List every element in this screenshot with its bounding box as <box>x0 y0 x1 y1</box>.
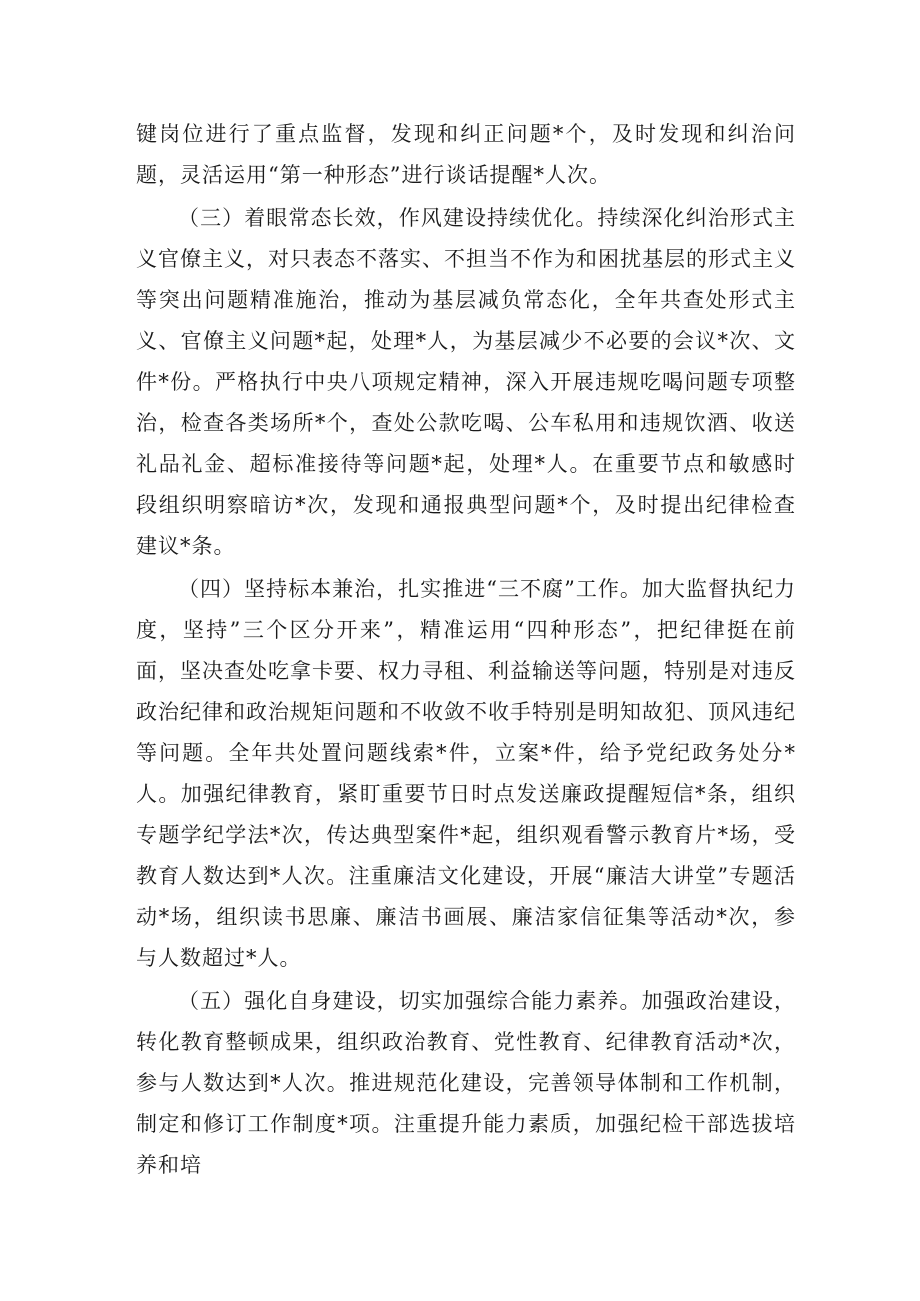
paragraph-section-3: （三）着眼常态长效，作风建设持续优化。持续深化纠治形式主义官僚主义，对只表态不落实、不担当不作为和困扰基层的形式主义等突出问题精准施治，推动为基层减负常态化，全年共查处形式主义、官僚主义问题*起，处理*人，为基层减少不必要的会议*次、文件*份。严格执行中央八项规定精神，深入开展违规吃喝问题专项整治，检查各类场所*个，查处公款吃喝、公车私用和违规饮酒、收送礼品礼金、超标准接待等问题*起，处理*人。在重要节点和敏感时段组织明察暗访*次，发现和通报典型问题*个，及时提出纪律检查建议*条。 <box>136 206 796 558</box>
paragraph-continuation: 键岗位进行了重点监督，发现和纠正问题*个，及时发现和纠治问题，灵活运用“第一种形态”进行谈话提醒*人次。 <box>136 122 796 187</box>
document-body <box>136 114 796 1186</box>
paragraph-section-5: （五）强化自身建设，切实加强综合能力素养。加强政治建设，转化教育整顿成果，组织政治教育、党性教育、纪律教育活动*次，参与人数达到*人次。推进规范化建设，完善领导体制和工作机制，制定和修订工作制度*项。注重提升能力素质，加强纪检干部选拔培养和培 <box>136 989 796 1177</box>
paragraph-section-4: （四）坚持标本兼治，扎实推进“三不腐”工作。加大监督执纪力度，坚持”三个区分开来”，精准运用“四种形态”，把纪律挺在前面，坚决查处吃拿卡要、权力寻租、利益输送等问题，特别是对违反政治纪律和政治规矩问题和不收敛不收手特别是明知故犯、顶风违纪等问题。全年共处置问题线索*件，立案*件，给予党纪政务处分*人。加强纪律教育，紧盯重要节日时点发送廉政提醒短信*条，组织专题学纪学法*次，传达典型案件*起，组织观看警示教育片*场，受教育人数达到*人次。注重廉洁文化建设，开展“廉洁大讲堂”专题活动*场，组织读书思廉、廉洁书画展、廉洁家信征集等活动*次，参与人数超过*人。 <box>136 577 796 970</box>
